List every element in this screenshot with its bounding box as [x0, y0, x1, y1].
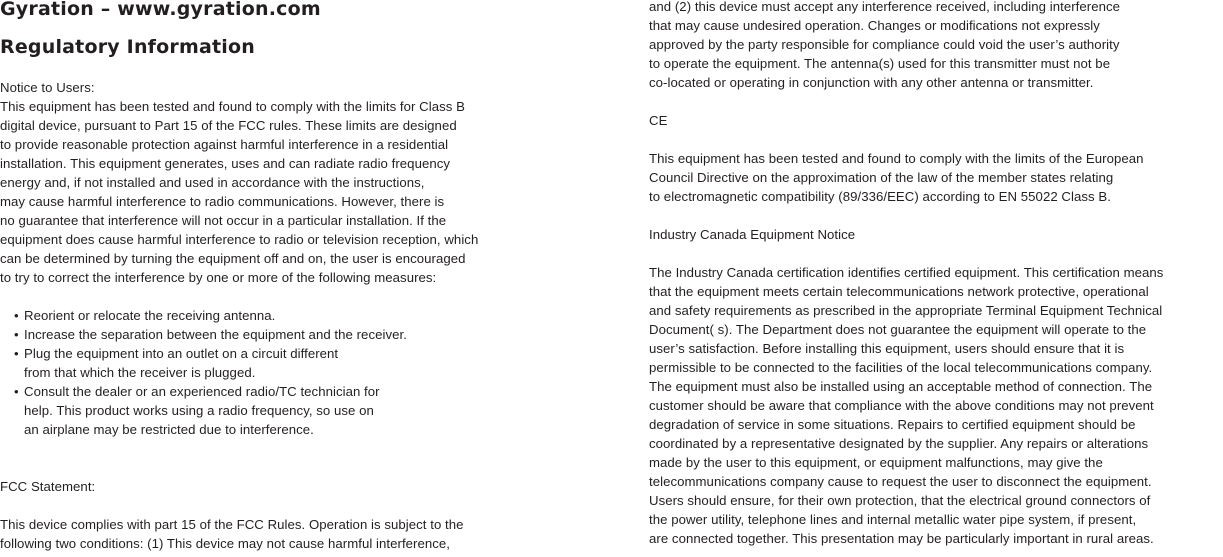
bullet-continuation: from that which the receiver is plugged.: [24, 365, 256, 380]
bullet-item: • Reorient or relocate the receiving antenna.: [14, 308, 276, 323]
notice-section: [0, 78, 478, 553]
fcc-continued-line: approved by the party responsible for compliance could void the user’s authority: [649, 37, 1120, 52]
ic-line: The Industry Canada certification identifies certified equipment. This certification means: [649, 265, 1164, 280]
notice-label: Notice to Users:: [0, 80, 95, 95]
ic-line: made by the user to this equipment, or equipment malfunctions, may give the: [649, 455, 1103, 470]
bullet-icon: •: [14, 384, 19, 399]
fcc-continued-line: co-located or operating in conjunction with any other antenna or transmitter.: [649, 75, 1094, 90]
notice-line: may cause harmful interference to radio communications. However, there is: [0, 194, 445, 209]
fcc-line: following two conditions: (1) This device may not cause harmful interference,: [0, 536, 450, 551]
bullet-icon: •: [14, 327, 19, 342]
document-title: Gyration – www.gyration.com: [0, 0, 321, 20]
ic-line: degradation of service in some situations. Repairs to certified equipment should be: [649, 417, 1136, 432]
notice-line: digital device, pursuant to Part 15 of the FCC rules. These limits are designed: [0, 118, 457, 133]
bullet-icon: •: [14, 308, 19, 323]
bullet-icon: •: [14, 346, 19, 361]
bullet-continuation: help. This product works using a radio frequency, so use on: [24, 403, 374, 418]
fcc-continued-line: that may cause undesired operation. Changes or modifications not expressly: [649, 18, 1100, 33]
ic-line: and safety requirements as prescribed in the appropriate Terminal Equipment Technical: [649, 303, 1163, 318]
fcc-label: FCC Statement:: [0, 479, 96, 494]
ic-line: user’s satisfaction. Before installing this equipment, users should ensure that it is: [649, 341, 1125, 356]
bullet-item: • Consult the dealer or an experienced radio/TC technician for: [14, 384, 380, 399]
notice-line: equipment does cause harmful interference to radio or television reception, which: [0, 232, 479, 247]
section-heading: Regulatory Information: [0, 36, 255, 58]
notice-line: no guarantee that interference will not occur in a particular installation. If the: [0, 213, 447, 228]
ic-line: that the equipment meets certain telecommunications network protective, operational: [649, 284, 1149, 299]
ce-line: to electromagnetic compatibility (89/336/EEC) according to EN 55022 Class B.: [649, 189, 1111, 204]
ic-line: permissible to be connected to the facilities of the local telecommunications company.: [649, 360, 1153, 375]
ic-line: customer should be aware that compliance with the above conditions may not prevent: [649, 398, 1154, 413]
fcc-continued-section: [649, 0, 1163, 548]
ic-line: coordinated by a representative designated by the supplier. Any repairs or alterations: [649, 436, 1149, 451]
ce-label: CE: [649, 113, 668, 128]
ce-line: This equipment has been tested and found to comply with the limits of the European: [649, 151, 1144, 166]
ic-line: Document( s). The Department does not guarantee the equipment will operate to the: [649, 322, 1147, 337]
ic-label: Industry Canada Equipment Notice: [649, 227, 856, 242]
ic-line: The equipment must also be installed using an acceptable method of connection. The: [649, 379, 1153, 394]
ic-line: Users should ensure, for their own protection, that the electrical ground connectors of: [649, 493, 1151, 508]
bullet-item: • Increase the separation between the equipment and the receiver.: [14, 327, 407, 342]
notice-line: installation. This equipment generates, uses and can radiate radio frequency: [0, 156, 451, 171]
notice-line: to try to correct the interference by one or more of the following measures:: [0, 270, 437, 285]
fcc-continued-line: to operate the equipment. The antenna(s) used for this transmitter must not be: [649, 56, 1111, 71]
ic-line: are connected together. This presentation may be particularly important in rural areas.: [649, 531, 1154, 546]
bullet-item: • Plug the equipment into an outlet on a circuit different: [14, 346, 339, 361]
ic-line: telecommunications company cause to request the user to disconnect the equipment.: [649, 474, 1152, 489]
notice-line: energy and, if not installed and used in accordance with the instructions,: [0, 175, 425, 190]
fcc-line: This device complies with part 15 of the FCC Rules. Operation is subject to the: [0, 517, 464, 532]
notice-line: can be determined by turning the equipment off and on, the user is encouraged: [0, 251, 466, 266]
bullet-continuation: an airplane may be restricted due to interference.: [24, 422, 314, 437]
notice-line: This equipment has been tested and found to comply with the limits for Class B: [0, 99, 465, 114]
notice-line: to provide reasonable protection against harmful interference in a residential: [0, 137, 449, 152]
ce-line: Council Directive on the approximation of the law of the member states relating: [649, 170, 1114, 185]
fcc-continued-line: and (2) this device must accept any interference received, including interference: [649, 0, 1120, 14]
ic-line: the power utility, telephone lines and internal metallic water pipe system, if present,: [649, 512, 1137, 527]
